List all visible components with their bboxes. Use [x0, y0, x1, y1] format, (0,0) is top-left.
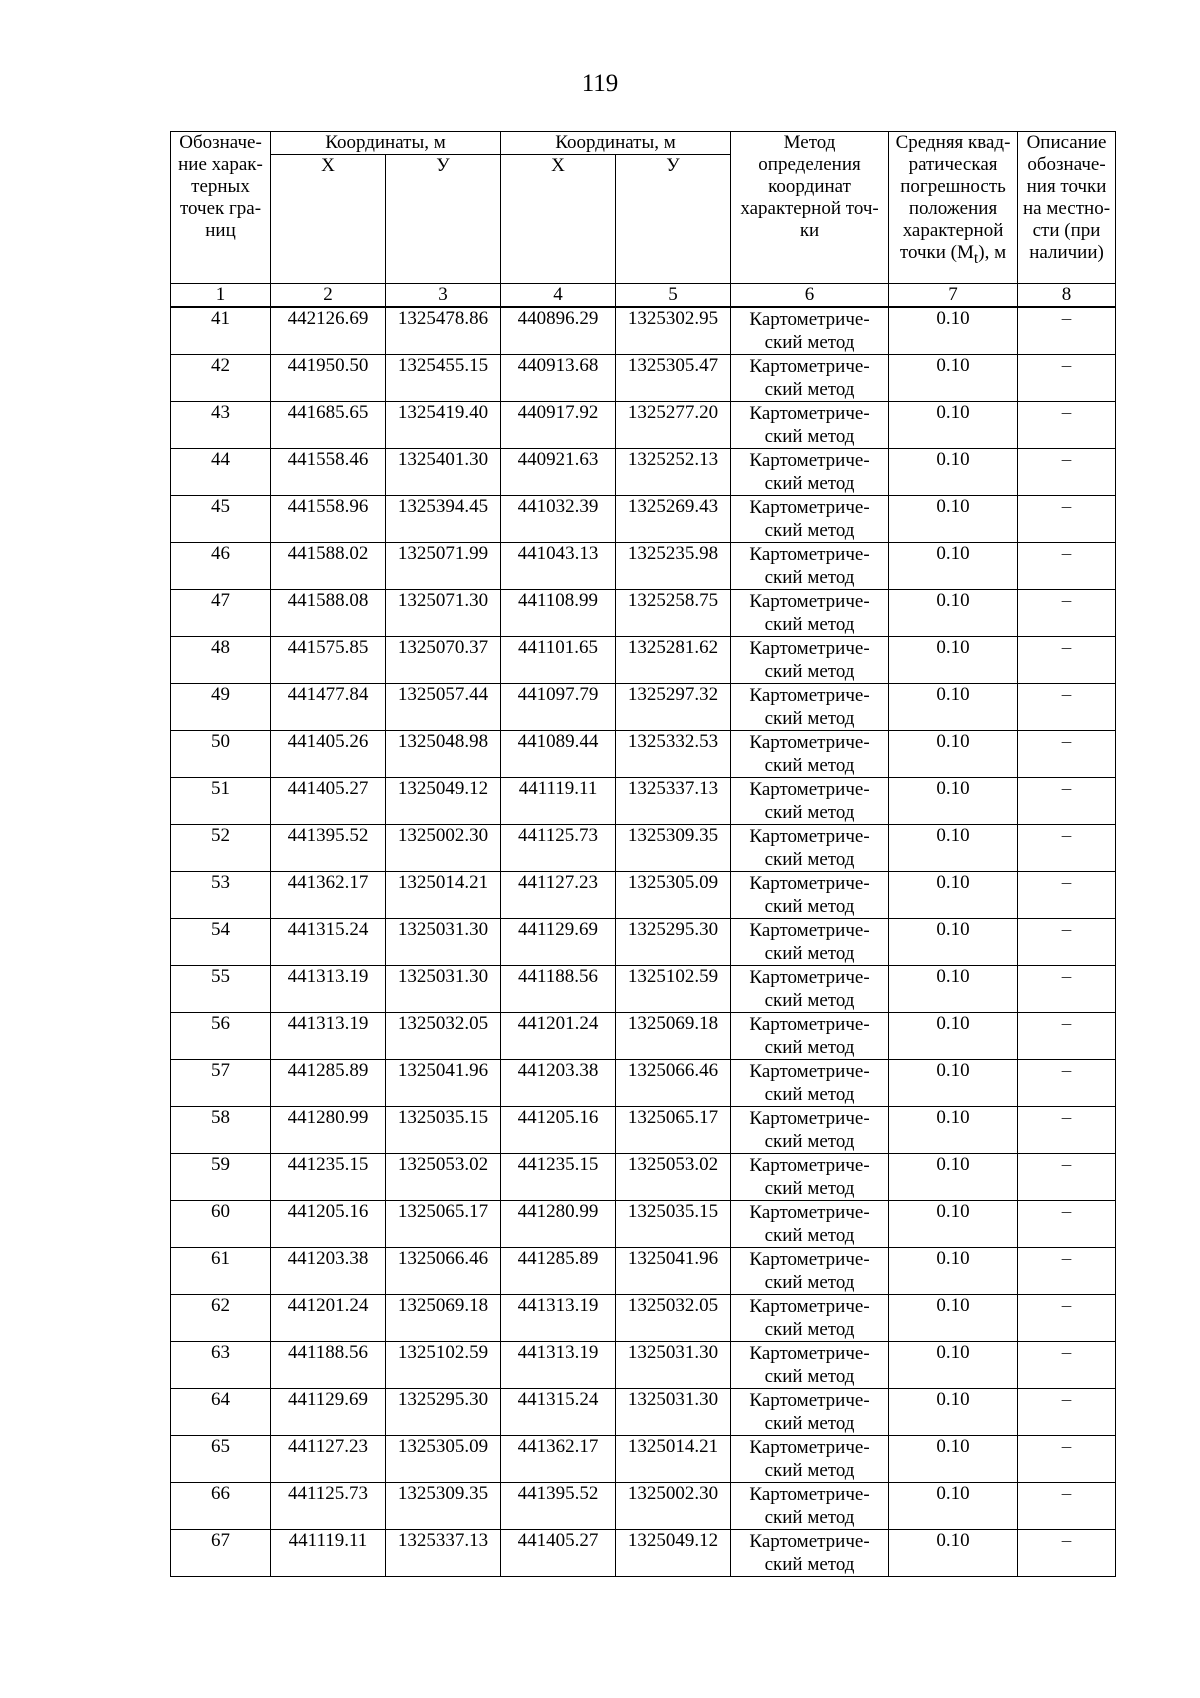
y2-cell: 1325069.18 [616, 1013, 731, 1060]
column-number: 3 [386, 284, 501, 308]
x1-cell: 441588.08 [271, 590, 386, 637]
method-cell: Картометриче- ский метод [731, 684, 889, 731]
x2-cell: 441125.73 [501, 825, 616, 872]
table-row [171, 919, 1116, 966]
point-id-cell: 66 [171, 1483, 271, 1530]
x1-cell: 441280.99 [271, 1107, 386, 1154]
y2-cell: 1325035.15 [616, 1201, 731, 1248]
point-id-cell: 63 [171, 1342, 271, 1389]
x1-cell: 441362.17 [271, 872, 386, 919]
error-cell: 0.10 [889, 778, 1018, 825]
description-cell: – [1018, 825, 1116, 872]
y2-cell: 1325302.95 [616, 307, 731, 355]
y2-cell: 1325049.12 [616, 1530, 731, 1577]
table-row [171, 1342, 1116, 1389]
point-id-cell: 53 [171, 872, 271, 919]
y2-cell: 1325066.46 [616, 1060, 731, 1107]
method-cell: Картометриче- ский метод [731, 919, 889, 966]
table-row [171, 1013, 1116, 1060]
point-id-cell: 51 [171, 778, 271, 825]
y1-cell: 1325049.12 [386, 778, 501, 825]
y1-cell: 1325401.30 [386, 449, 501, 496]
point-id-cell: 50 [171, 731, 271, 778]
y2-cell: 1325305.47 [616, 355, 731, 402]
x1-cell: 442126.69 [271, 307, 386, 355]
y1-cell: 1325102.59 [386, 1342, 501, 1389]
method-cell: Картометриче- ский метод [731, 1248, 889, 1295]
header-error-subscript: t [973, 249, 979, 267]
header-error [889, 132, 1018, 284]
point-id-cell: 62 [171, 1295, 271, 1342]
x2-cell: 441129.69 [501, 919, 616, 966]
description-cell: – [1018, 1483, 1116, 1530]
description-cell: – [1018, 872, 1116, 919]
x2-cell: 441203.38 [501, 1060, 616, 1107]
column-number: 5 [616, 284, 731, 308]
point-id-cell: 41 [171, 307, 271, 355]
error-cell: 0.10 [889, 1107, 1018, 1154]
x1-cell: 441201.24 [271, 1295, 386, 1342]
x2-cell: 441362.17 [501, 1436, 616, 1483]
y1-cell: 1325309.35 [386, 1483, 501, 1530]
y2-cell: 1325065.17 [616, 1107, 731, 1154]
description-cell: – [1018, 1154, 1116, 1201]
error-cell: 0.10 [889, 496, 1018, 543]
x2-cell: 441395.52 [501, 1483, 616, 1530]
table-row [171, 684, 1116, 731]
table-row [171, 355, 1116, 402]
column-number: 4 [501, 284, 616, 308]
y2-cell: 1325269.43 [616, 496, 731, 543]
y1-cell: 1325002.30 [386, 825, 501, 872]
point-id-cell: 44 [171, 449, 271, 496]
error-cell: 0.10 [889, 307, 1018, 355]
y1-cell: 1325041.96 [386, 1060, 501, 1107]
x2-cell: 441315.24 [501, 1389, 616, 1436]
method-cell: Картометриче- ский метод [731, 1154, 889, 1201]
column-number: 6 [731, 284, 889, 308]
point-id-cell: 56 [171, 1013, 271, 1060]
y1-cell: 1325014.21 [386, 872, 501, 919]
point-id-cell: 60 [171, 1201, 271, 1248]
description-cell: – [1018, 1342, 1116, 1389]
table-row [171, 543, 1116, 590]
table-row [171, 778, 1116, 825]
error-cell: 0.10 [889, 449, 1018, 496]
y1-cell: 1325295.30 [386, 1389, 501, 1436]
x1-cell: 441127.23 [271, 1436, 386, 1483]
error-cell: 0.10 [889, 966, 1018, 1013]
error-cell: 0.10 [889, 590, 1018, 637]
description-cell: – [1018, 1389, 1116, 1436]
y1-cell: 1325031.30 [386, 966, 501, 1013]
y1-cell: 1325048.98 [386, 731, 501, 778]
point-id-cell: 46 [171, 543, 271, 590]
method-cell: Картометриче- ский метод [731, 355, 889, 402]
table-row [171, 1201, 1116, 1248]
point-id-cell: 49 [171, 684, 271, 731]
method-cell: Картометриче- ский метод [731, 307, 889, 355]
x2-cell: 440921.63 [501, 449, 616, 496]
x2-cell: 441313.19 [501, 1342, 616, 1389]
header-designation: Обозначе- ние харак- терных точек гра- ниц [171, 132, 271, 284]
point-id-cell: 67 [171, 1530, 271, 1577]
description-cell: – [1018, 731, 1116, 778]
y2-cell: 1325277.20 [616, 402, 731, 449]
description-cell: – [1018, 1013, 1116, 1060]
x1-cell: 441477.84 [271, 684, 386, 731]
y1-cell: 1325305.09 [386, 1436, 501, 1483]
y1-cell: 1325065.17 [386, 1201, 501, 1248]
x1-cell: 441205.16 [271, 1201, 386, 1248]
error-cell: 0.10 [889, 684, 1018, 731]
x1-cell: 441405.27 [271, 778, 386, 825]
y2-cell: 1325309.35 [616, 825, 731, 872]
method-cell: Картометриче- ский метод [731, 825, 889, 872]
y2-cell: 1325031.30 [616, 1342, 731, 1389]
method-cell: Картометриче- ский метод [731, 1342, 889, 1389]
y2-cell: 1325332.53 [616, 731, 731, 778]
x1-cell: 441313.19 [271, 966, 386, 1013]
method-cell: Картометриче- ский метод [731, 590, 889, 637]
y1-cell: 1325071.99 [386, 543, 501, 590]
column-number: 7 [889, 284, 1018, 308]
table-row [171, 1389, 1116, 1436]
error-cell: 0.10 [889, 1530, 1018, 1577]
method-cell: Картометриче- ский метод [731, 1436, 889, 1483]
x2-cell: 441032.39 [501, 496, 616, 543]
y1-cell: 1325057.44 [386, 684, 501, 731]
method-cell: Картометриче- ский метод [731, 1060, 889, 1107]
x1-cell: 441125.73 [271, 1483, 386, 1530]
x1-cell: 441558.46 [271, 449, 386, 496]
x1-cell: 441285.89 [271, 1060, 386, 1107]
x1-cell: 441119.11 [271, 1530, 386, 1577]
y1-cell: 1325031.30 [386, 919, 501, 966]
error-cell: 0.10 [889, 543, 1018, 590]
header-y-2: У [616, 155, 731, 284]
table-row [171, 449, 1116, 496]
description-cell: – [1018, 355, 1116, 402]
x2-cell: 440896.29 [501, 307, 616, 355]
x1-cell: 441188.56 [271, 1342, 386, 1389]
y2-cell: 1325014.21 [616, 1436, 731, 1483]
description-cell: – [1018, 307, 1116, 355]
description-cell: – [1018, 1060, 1116, 1107]
method-cell: Картометриче- ский метод [731, 1389, 889, 1436]
table-row [171, 1107, 1116, 1154]
description-cell: – [1018, 1295, 1116, 1342]
error-cell: 0.10 [889, 1060, 1018, 1107]
error-cell: 0.10 [889, 402, 1018, 449]
method-cell: Картометриче- ский метод [731, 1107, 889, 1154]
table-row [171, 1248, 1116, 1295]
header-error-tail: ), м [978, 242, 1007, 263]
description-cell: – [1018, 1530, 1116, 1577]
point-id-cell: 45 [171, 496, 271, 543]
x1-cell: 441575.85 [271, 637, 386, 684]
description-cell: – [1018, 543, 1116, 590]
y2-cell: 1325053.02 [616, 1154, 731, 1201]
error-cell: 0.10 [889, 355, 1018, 402]
method-cell: Картометриче- ский метод [731, 778, 889, 825]
error-cell: 0.10 [889, 1201, 1018, 1248]
table-row [171, 1060, 1116, 1107]
x2-cell: 441043.13 [501, 543, 616, 590]
x2-cell: 441285.89 [501, 1248, 616, 1295]
description-cell: – [1018, 402, 1116, 449]
point-id-cell: 58 [171, 1107, 271, 1154]
x2-cell: 441313.19 [501, 1295, 616, 1342]
point-id-cell: 47 [171, 590, 271, 637]
error-cell: 0.10 [889, 1436, 1018, 1483]
point-id-cell: 54 [171, 919, 271, 966]
x2-cell: 441089.44 [501, 731, 616, 778]
point-id-cell: 57 [171, 1060, 271, 1107]
y1-cell: 1325478.86 [386, 307, 501, 355]
table-row [171, 496, 1116, 543]
error-cell: 0.10 [889, 1342, 1018, 1389]
x1-cell: 441588.02 [271, 543, 386, 590]
column-number: 2 [271, 284, 386, 308]
point-id-cell: 42 [171, 355, 271, 402]
y2-cell: 1325002.30 [616, 1483, 731, 1530]
method-cell: Картометриче- ский метод [731, 872, 889, 919]
x2-cell: 440913.68 [501, 355, 616, 402]
table-row [171, 966, 1116, 1013]
y1-cell: 1325419.40 [386, 402, 501, 449]
method-cell: Картометриче- ский метод [731, 1530, 889, 1577]
method-cell: Картометриче- ский метод [731, 1295, 889, 1342]
header-error-text: Средняя квад- ратическая погрешность положения характерной точки (M [895, 132, 1011, 263]
x2-cell: 441188.56 [501, 966, 616, 1013]
x2-cell: 441119.11 [501, 778, 616, 825]
y2-cell: 1325297.32 [616, 684, 731, 731]
header-x-1: Х [271, 155, 386, 284]
x2-cell: 441101.65 [501, 637, 616, 684]
method-cell: Картометриче- ский метод [731, 496, 889, 543]
x1-cell: 441405.26 [271, 731, 386, 778]
table-row [171, 872, 1116, 919]
y1-cell: 1325070.37 [386, 637, 501, 684]
x1-cell: 441313.19 [271, 1013, 386, 1060]
header-coords-group-2: Координаты, м [501, 132, 731, 155]
y1-cell: 1325032.05 [386, 1013, 501, 1060]
y2-cell: 1325305.09 [616, 872, 731, 919]
y1-cell: 1325069.18 [386, 1295, 501, 1342]
error-cell: 0.10 [889, 637, 1018, 684]
header-y-1: У [386, 155, 501, 284]
x1-cell: 441395.52 [271, 825, 386, 872]
description-cell: – [1018, 590, 1116, 637]
table-row [171, 1483, 1116, 1530]
error-cell: 0.10 [889, 872, 1018, 919]
x1-cell: 441235.15 [271, 1154, 386, 1201]
description-cell: – [1018, 1107, 1116, 1154]
y1-cell: 1325066.46 [386, 1248, 501, 1295]
description-cell: – [1018, 919, 1116, 966]
method-cell: Картометриче- ский метод [731, 637, 889, 684]
method-cell: Картометриче- ский метод [731, 449, 889, 496]
point-id-cell: 59 [171, 1154, 271, 1201]
y2-cell: 1325102.59 [616, 966, 731, 1013]
table-row [171, 637, 1116, 684]
y2-cell: 1325031.30 [616, 1389, 731, 1436]
x2-cell: 441405.27 [501, 1530, 616, 1577]
table-row [171, 1436, 1116, 1483]
description-cell: – [1018, 966, 1116, 1013]
x2-cell: 441201.24 [501, 1013, 616, 1060]
description-cell: – [1018, 684, 1116, 731]
description-cell: – [1018, 1201, 1116, 1248]
y2-cell: 1325258.75 [616, 590, 731, 637]
point-id-cell: 52 [171, 825, 271, 872]
table-row [171, 590, 1116, 637]
error-cell: 0.10 [889, 1483, 1018, 1530]
page-number: 119 [581, 70, 619, 97]
x1-cell: 441950.50 [271, 355, 386, 402]
y2-cell: 1325041.96 [616, 1248, 731, 1295]
y2-cell: 1325032.05 [616, 1295, 731, 1342]
x1-cell: 441203.38 [271, 1248, 386, 1295]
x2-cell: 441097.79 [501, 684, 616, 731]
description-cell: – [1018, 449, 1116, 496]
x2-cell: 440917.92 [501, 402, 616, 449]
method-cell: Картометриче- ский метод [731, 966, 889, 1013]
header-description: Описание обозначе- ния точки на местно- сти (при наличии) [1018, 132, 1116, 284]
method-cell: Картометриче- ский метод [731, 543, 889, 590]
error-cell: 0.10 [889, 1013, 1018, 1060]
table-row [171, 1154, 1116, 1201]
description-cell: – [1018, 1436, 1116, 1483]
point-id-cell: 48 [171, 637, 271, 684]
method-cell: Картометриче- ский метод [731, 402, 889, 449]
y1-cell: 1325394.45 [386, 496, 501, 543]
x1-cell: 441129.69 [271, 1389, 386, 1436]
y2-cell: 1325337.13 [616, 778, 731, 825]
error-cell: 0.10 [889, 1389, 1018, 1436]
header-x-2: Х [501, 155, 616, 284]
column-number: 1 [171, 284, 271, 308]
point-id-cell: 64 [171, 1389, 271, 1436]
x1-cell: 441685.65 [271, 402, 386, 449]
y2-cell: 1325281.62 [616, 637, 731, 684]
error-cell: 0.10 [889, 825, 1018, 872]
x2-cell: 441127.23 [501, 872, 616, 919]
table-row [171, 1295, 1116, 1342]
description-cell: – [1018, 778, 1116, 825]
method-cell: Картометриче- ский метод [731, 1013, 889, 1060]
x2-cell: 441235.15 [501, 1154, 616, 1201]
table-row [171, 402, 1116, 449]
header-method: Метод определения координат характерной точ- ки [731, 132, 889, 284]
column-number-row [171, 284, 1116, 308]
y1-cell: 1325455.15 [386, 355, 501, 402]
y2-cell: 1325252.13 [616, 449, 731, 496]
x1-cell: 441315.24 [271, 919, 386, 966]
header-coords-group-1: Координаты, м [271, 132, 501, 155]
column-number: 8 [1018, 284, 1116, 308]
y1-cell: 1325071.30 [386, 590, 501, 637]
table-row [171, 825, 1116, 872]
point-id-cell: 43 [171, 402, 271, 449]
description-cell: – [1018, 637, 1116, 684]
x1-cell: 441558.96 [271, 496, 386, 543]
error-cell: 0.10 [889, 731, 1018, 778]
table-row [171, 1530, 1116, 1577]
y1-cell: 1325337.13 [386, 1530, 501, 1577]
point-id-cell: 65 [171, 1436, 271, 1483]
y2-cell: 1325235.98 [616, 543, 731, 590]
method-cell: Картометриче- ский метод [731, 1483, 889, 1530]
y1-cell: 1325035.15 [386, 1107, 501, 1154]
method-cell: Картометриче- ский метод [731, 731, 889, 778]
point-id-cell: 61 [171, 1248, 271, 1295]
description-cell: – [1018, 1248, 1116, 1295]
point-id-cell: 55 [171, 966, 271, 1013]
error-cell: 0.10 [889, 1295, 1018, 1342]
y1-cell: 1325053.02 [386, 1154, 501, 1201]
coordinates-table [170, 131, 1116, 1577]
x2-cell: 441205.16 [501, 1107, 616, 1154]
table-row [171, 731, 1116, 778]
x2-cell: 441280.99 [501, 1201, 616, 1248]
y2-cell: 1325295.30 [616, 919, 731, 966]
x2-cell: 441108.99 [501, 590, 616, 637]
description-cell: – [1018, 496, 1116, 543]
table-row [171, 307, 1116, 355]
error-cell: 0.10 [889, 1248, 1018, 1295]
error-cell: 0.10 [889, 919, 1018, 966]
error-cell: 0.10 [889, 1154, 1018, 1201]
method-cell: Картометриче- ский метод [731, 1201, 889, 1248]
